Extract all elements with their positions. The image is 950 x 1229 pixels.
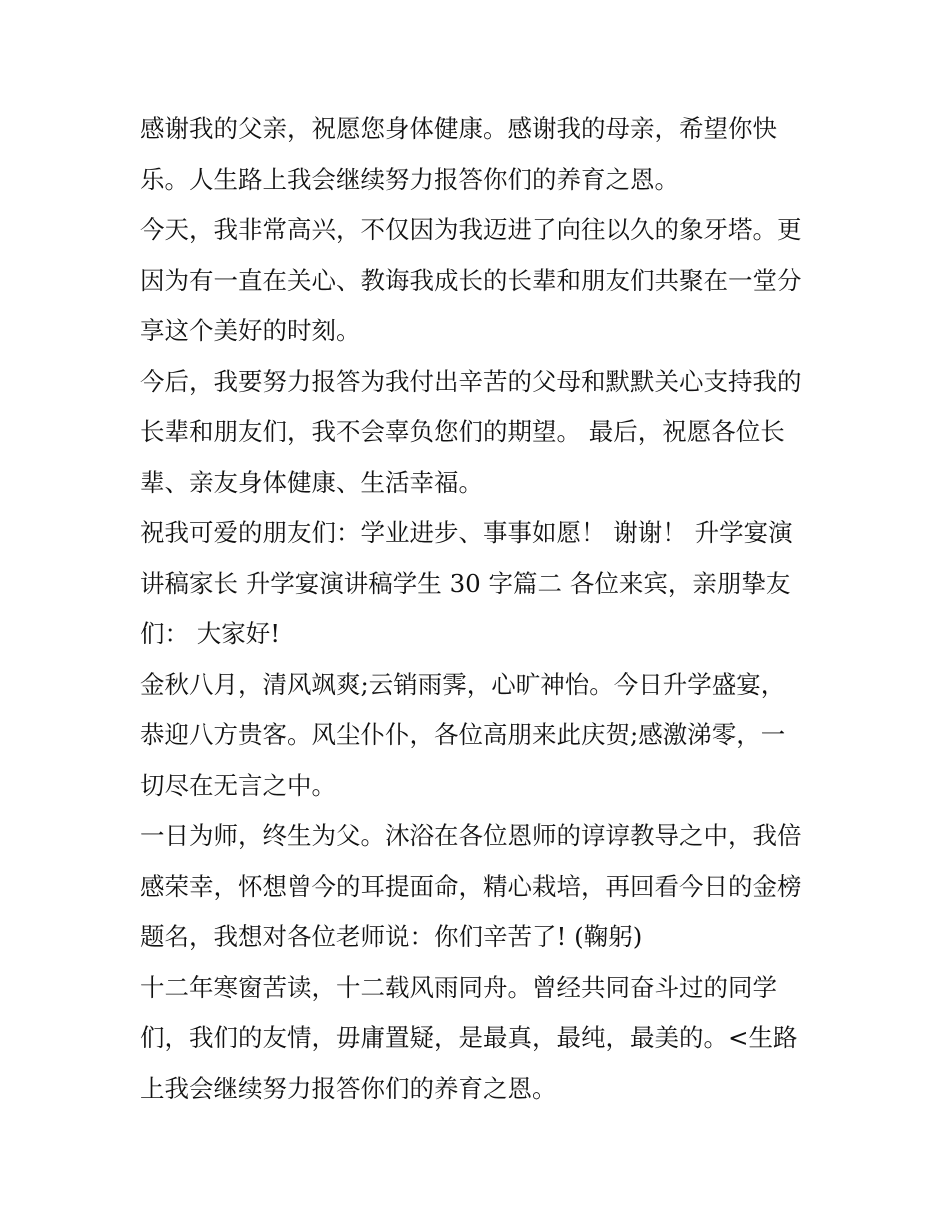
text-line: 今后，我要努力报答为我付出辛苦的父母和默默关心支持我的 xyxy=(140,366,802,396)
text-line: 长辈和朋友们，我不会辜负您们的期望。 最后，祝愿各位长 xyxy=(140,417,785,446)
document-body xyxy=(140,104,820,1114)
text-line: 乐。人生路上我会继续努力报答你们的养育之恩。 xyxy=(140,164,679,194)
text-line: 辈、亲友身体健康、生活幸福。 xyxy=(140,467,483,497)
text-line: 题名，我想对各位老师说：你们辛苦了! (鞠躬) xyxy=(140,922,643,951)
text-line: 感荣幸，怀想曾今的耳提面命，精心栽培，再回看今日的金榜 xyxy=(140,871,802,901)
text-line: 感谢我的父亲，祝愿您身体健康。感谢我的母亲，希望你快 xyxy=(140,114,777,143)
text-line: 金秋八月，清风飒爽;云销雨霁，心旷神怡。今日升学盛宴， xyxy=(140,669,786,699)
text-line: 切尽在无言之中。 xyxy=(140,770,336,800)
text-line: 们，我们的友情，毋庸置疑，是最真，最纯，最美的。<生路 xyxy=(140,1023,798,1052)
text-line: 因为有一直在关心、教诲我成长的长辈和朋友们共聚在一堂分 xyxy=(140,265,802,295)
text-line: 上我会继续努力报答你们的养育之恩。 xyxy=(140,1073,557,1103)
text-line: 十二年寒窗苦读，十二载风雨同舟。曾经共同奋斗过的同学 xyxy=(140,972,777,1002)
text-line: 享这个美好的时刻。 xyxy=(140,316,361,345)
text-line: 们： 大家好! xyxy=(140,619,281,648)
text-line: 恭迎八方贵客。风尘仆仆，各位高朋来此庆贺;感激涕零，一 xyxy=(140,720,786,749)
text-line: 一日为师，终生为父。沐浴在各位恩师的谆谆教导之中，我倍 xyxy=(140,821,802,850)
text-line: 祝我可爱的朋友们：学业进步、事事如愿！ 谢谢！ 升学宴演 xyxy=(140,518,793,547)
text-line: 讲稿家长 升学宴演讲稿学生 30 字篇二 各位来宾，亲朋挚友 xyxy=(140,568,791,598)
text-line: 今天，我非常高兴，不仅因为我迈进了向往以久的象牙塔。更 xyxy=(140,215,802,244)
